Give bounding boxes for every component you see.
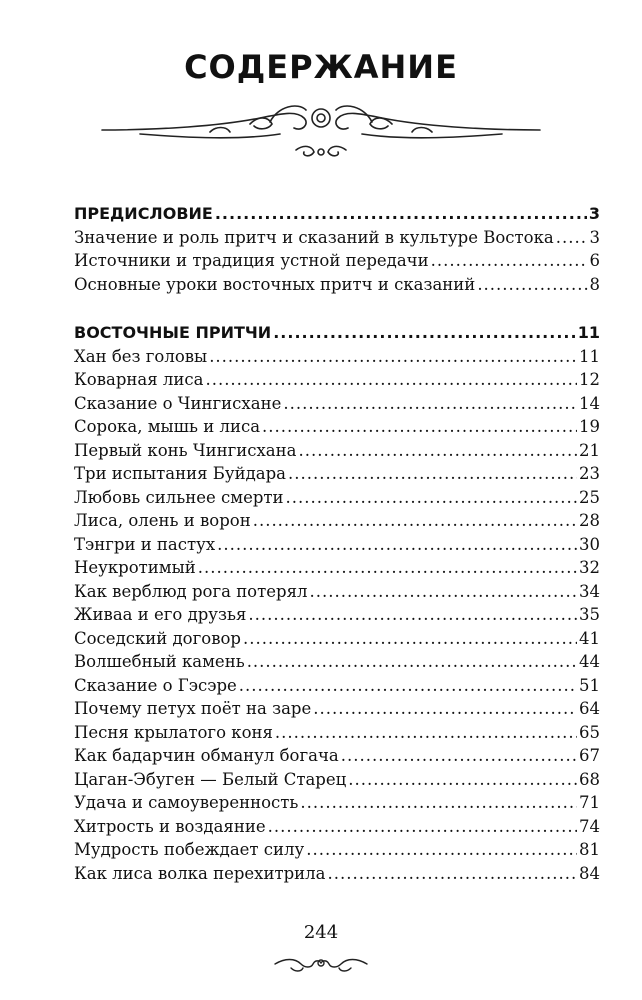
toc-item-page: 19 [579,417,600,436]
toc-item [74,629,600,653]
toc-item-title: Живаа и его друзья [74,605,247,624]
toc-item-page: 84 [579,863,600,883]
toc-item-title: Лиса, олень и ворон [74,511,251,530]
flourish-ornament-icon [100,96,542,166]
toc-leader [243,629,577,648]
toc-item-page: 30 [579,534,600,554]
toc-item-page: 67 [579,746,600,765]
section-gap [74,298,600,323]
page-title: СОДЕРЖАНИЕ [184,48,458,86]
toc-item-title: Первый конь Чингисхана [74,440,297,460]
toc-item-title: Мудрость побеждает силу [74,840,305,859]
toc-leader [215,204,587,223]
toc-heading-page: 11 [577,323,600,342]
toc-leader [205,370,577,389]
toc-leader [298,441,577,460]
toc-item [74,394,600,418]
toc-leader [275,723,577,742]
toc-item-title: Почему петух поёт на заре [74,699,312,718]
toc-item-title: Сказание о Чингисхане [74,393,282,413]
toc-item [74,793,600,817]
toc-item-title: Любовь сильнее смерти [74,487,284,507]
toc-item [74,417,600,441]
toc-leader [273,323,576,342]
small-flourish-icon [271,952,371,974]
toc-item [74,864,600,888]
toc-item [74,582,600,606]
toc-leader [247,652,577,671]
toc-item [74,605,600,629]
toc-item [74,251,600,275]
toc-leader [253,511,577,530]
toc-item-page: 12 [579,370,600,389]
toc-leader [431,251,588,270]
toc-item-title: Волшебный камень [74,652,245,671]
toc-item [74,817,600,841]
toc-item-page: 23 [579,464,600,483]
toc-leader [268,817,577,836]
toc-item [74,723,600,747]
toc-item [74,511,600,535]
toc-item-title: Источники и традиция устной передачи [74,251,429,270]
toc-item-title: Неукротимый [74,558,196,577]
toc-item-page: 81 [579,840,600,859]
toc-item-page: 25 [579,487,600,507]
toc-item-title: Сорока, мышь и лиса [74,417,261,436]
toc-item-page: 51 [579,675,600,695]
toc-item-page: 35 [579,605,600,624]
toc-item-title: Соседский договор [74,628,241,648]
toc-heading-title: ВОСТОЧНЫЕ ПРИТЧИ [74,323,272,342]
toc-item-title: Песня крылатого коня [74,722,273,742]
toc-item-title: Коварная лиса [74,370,204,389]
toc-item [74,488,600,512]
toc-leader [300,793,577,812]
toc-item [74,746,600,770]
toc-leader [556,228,588,247]
toc-heading-page: 3 [588,204,600,223]
toc-leader [309,582,577,601]
toc-item-page: 11 [579,346,600,366]
toc-item-title: Три испытания Буйдара [74,464,287,483]
toc-item [74,347,600,371]
toc-item-page: 65 [579,722,600,742]
toc-heading [74,204,600,228]
toc-item [74,535,600,559]
toc-leader [217,535,577,554]
toc-item-page: 3 [589,227,600,247]
toc-leader [348,770,577,789]
toc-item-title: Тэнгри и пастух [74,534,216,554]
toc-item-title: Значение и роль притч и сказаний в культуре Востока [74,227,554,247]
toc-item-page: 74 [579,816,600,836]
toc-item [74,464,600,488]
toc-leader [283,394,577,413]
toc-item [74,699,600,723]
toc-leader [248,605,577,624]
toc-leader [313,699,577,718]
toc-leader [198,558,577,577]
toc-item [74,441,600,465]
toc-item-title: Хан без головы [74,346,208,366]
toc-heading [74,323,600,347]
toc-item-page: 41 [579,628,600,648]
toc-item [74,558,600,582]
toc-item-page: 34 [579,581,600,601]
toc-item [74,370,600,394]
toc-item-page: 8 [589,274,600,294]
toc-item-title: Хитрость и воздаяние [74,816,266,836]
table-of-contents [74,204,600,887]
toc-item-page: 44 [579,652,600,671]
toc-item-page: 64 [579,699,600,718]
toc-item-page: 14 [579,393,600,413]
toc-leader [477,275,587,294]
toc-item-title: Как бадарчин обманул богача [74,746,339,765]
toc-item-title: Сказание о Гэсэре [74,675,237,695]
toc-item-title: Как верблюд рога потерял [74,581,308,601]
toc-item [74,840,600,864]
toc-leader [239,676,577,695]
toc-heading-title: ПРЕДИСЛОВИЕ [74,204,213,223]
toc-item [74,676,600,700]
toc-item-page: 21 [579,440,600,460]
toc-leader [327,864,577,883]
toc-leader [286,488,577,507]
toc-item-title: Удача и самоуверенность [74,793,299,812]
toc-leader [209,347,577,366]
toc-item-page: 71 [579,793,600,812]
toc-item-page: 28 [579,511,600,530]
toc-item-title: Основные уроки восточных притч и сказаний [74,274,476,294]
toc-item-page: 6 [589,251,600,270]
toc-leader [288,464,577,483]
toc-leader [262,417,577,436]
toc-item-title: Как лиса волка перехитрила [74,863,326,883]
toc-item [74,652,600,676]
toc-item [74,770,600,794]
toc-item-page: 32 [579,558,600,577]
page-number: 244 [303,922,339,943]
toc-item-title: Цаган-Эбуген — Белый Старец [74,769,347,789]
toc-item-page: 68 [579,769,600,789]
toc-item [74,275,600,299]
toc-leader [341,746,577,765]
toc-item [74,228,600,252]
toc-leader [306,840,577,859]
